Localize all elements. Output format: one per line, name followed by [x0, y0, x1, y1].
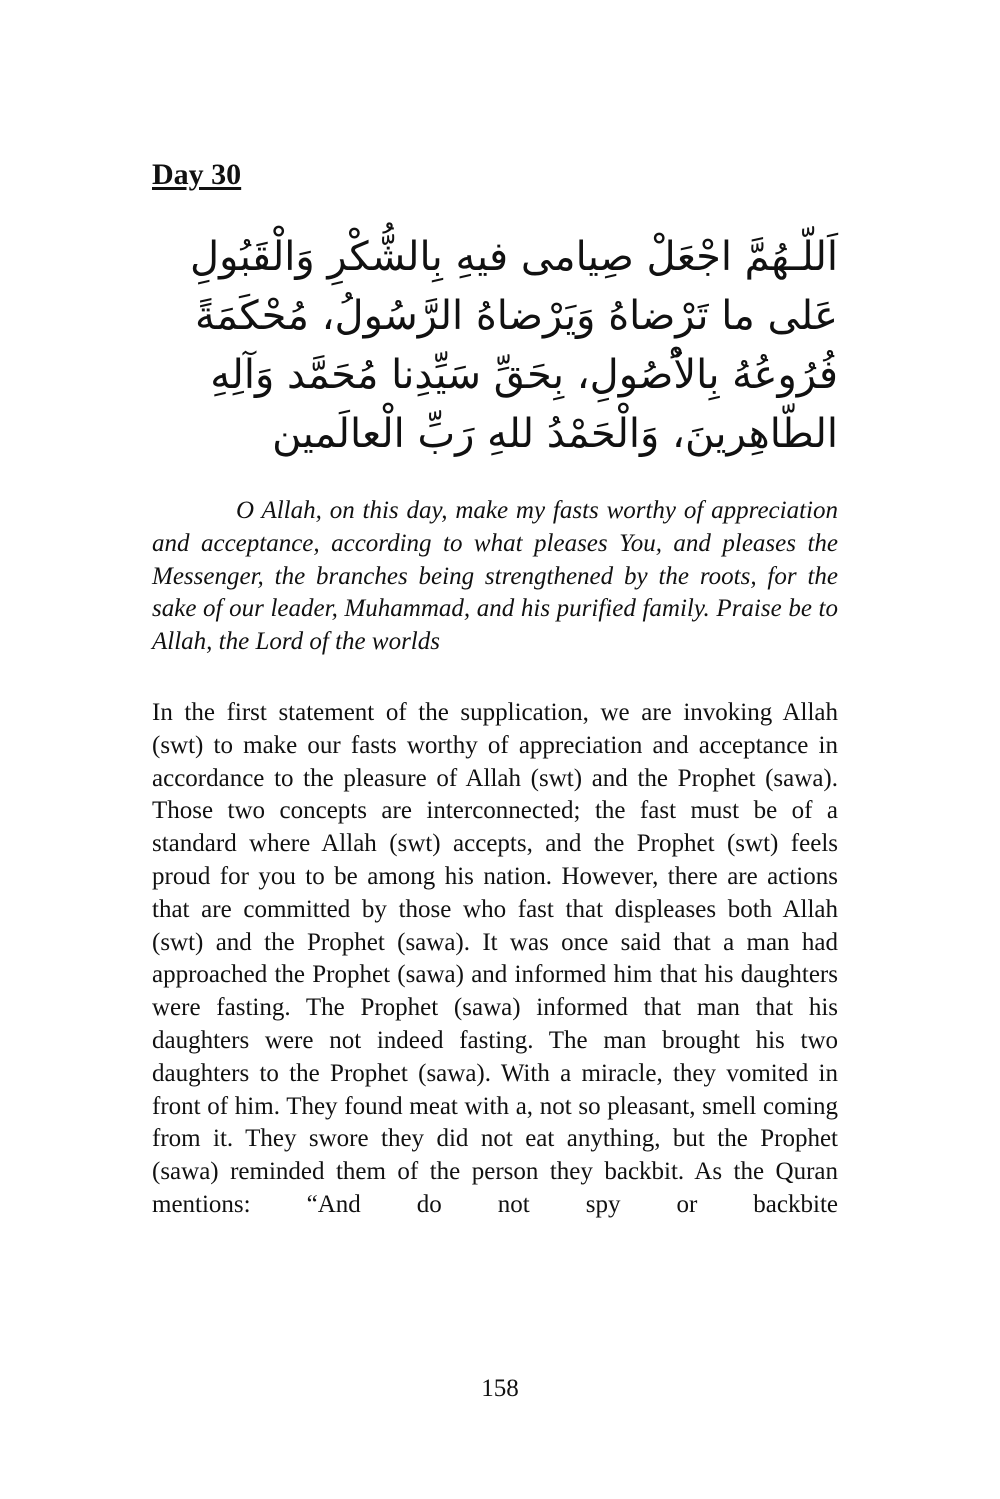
- english-translation: O Allah, on this day, make my fasts worthy of appreciation and acceptance, according to what pleases You, and pleases the Messenger, the branches being strengthened by the roots, for the sake of our leader, Muhammad, and his purified family. Praise be to Allah, the Lord of the worlds: [152, 497, 838, 656]
- arabic-line-2: عَلى ما تَرْضاهُ وَيَرْضاهُ الرَّسُولُ، مُحْكَمَةً: [194, 293, 838, 339]
- arabic-line-1: اَللّـهُمَّ اجْعَلْ صِيامى فيهِ بِالشُّكْرِ وَالْقَبُولِ: [190, 234, 838, 280]
- arabic-supplication: [152, 228, 838, 464]
- day-heading: Day 30: [152, 158, 242, 191]
- arabic-line-4: الطّاهِرينَ، وَالْحَمْدُ للهِ رَبِّ الْعالَمين: [272, 411, 838, 457]
- commentary-paragraph: In the first statement of the supplication, we are invoking Allah (swt) to make our fasts worthy of appreciation and acceptance in accordance to the pleasure of Allah (swt) and the Prophet (sawa). Those two concepts are interconnected; the fast must be of a standard where Allah (swt) accepts, and the Prophet (swt) feels proud for you to be among his nation. However, there are actions that are committed by those who fast that displeases both Allah (swt) and the Prophet (sawa). It was once said that a man had approached the Prophet (sawa) and informed him that his daughters were fasting. The Prophet (sawa) informed that man that his daughters were not indeed fasting. The man brought his two daughters to the Prophet (sawa). With a miracle, they vomited in front of him. They found meat with a, not so pleasant, smell coming from it. They swore they did not eat anything, but the Prophet (sawa) reminded them of the person they backbit. As the Quran mentions: “And do not spy or backbite: [152, 698, 838, 1218]
- page-number: 158: [481, 1375, 519, 1402]
- page-content: [152, 150, 838, 1222]
- arabic-line-3: فُرُوعُهُ بِالاُْصُولِ، بِحَقِّ سَيِّدِنا مُحَمَّد وَآلِهِ: [210, 352, 838, 398]
